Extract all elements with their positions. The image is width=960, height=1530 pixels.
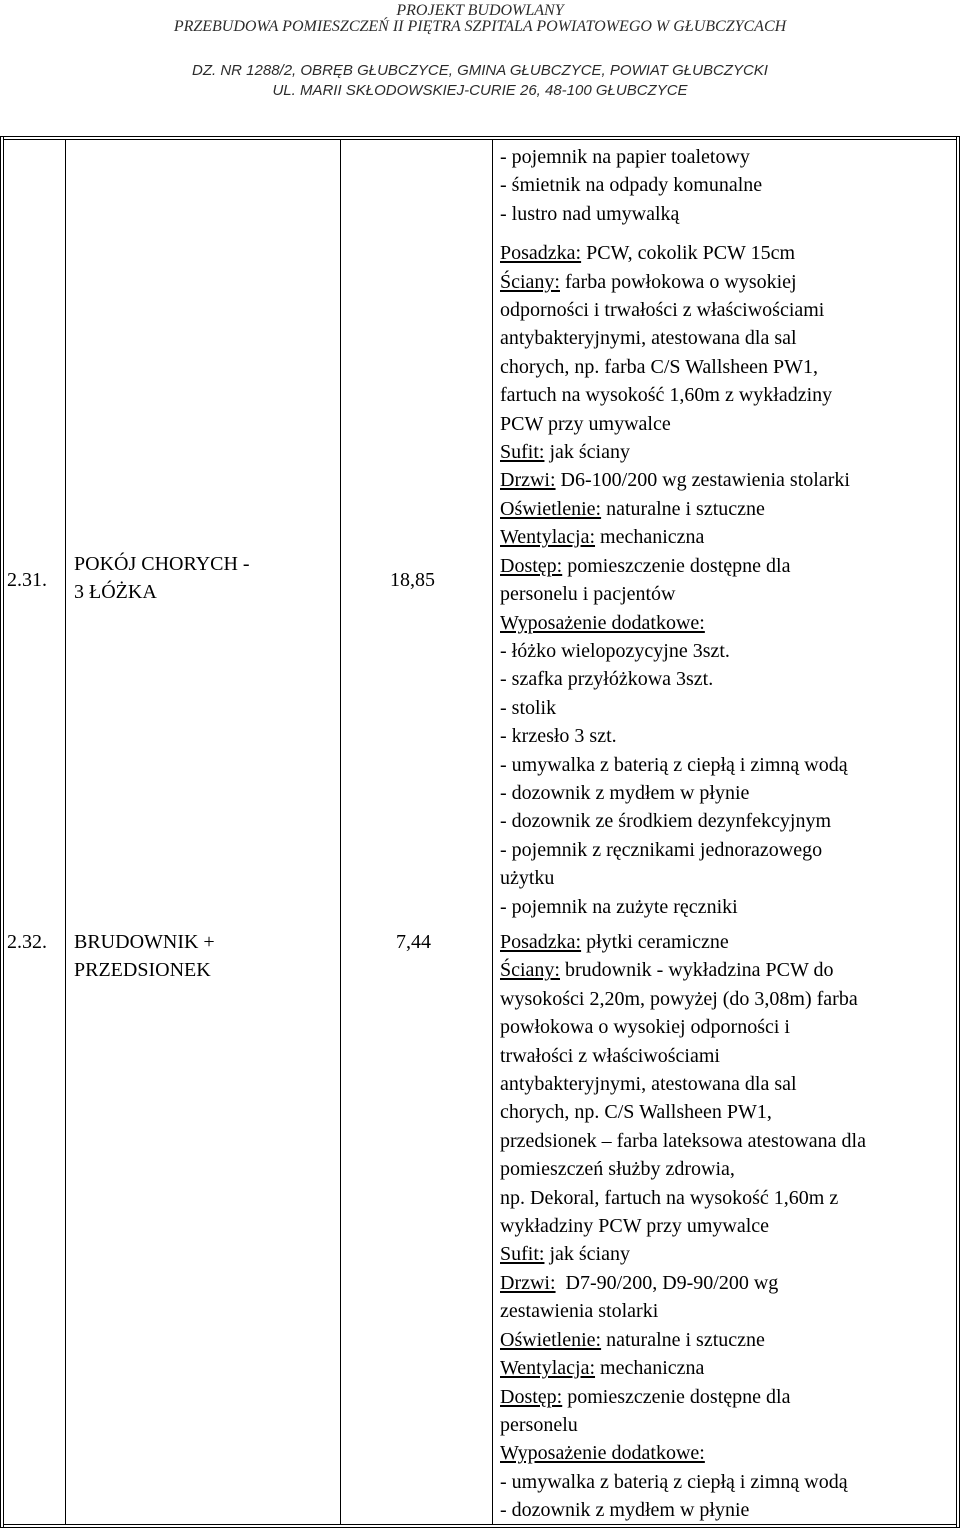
field-text: użytku (500, 867, 555, 890)
description-line (500, 1184, 866, 1212)
row-2-31-room-name-line2: 3 ŁÓŻKA (74, 581, 157, 603)
field-label: Oświetlenie: (500, 1328, 602, 1351)
field-text: fartuch na wysokość 1,60m z wykładziny (500, 384, 833, 407)
description-line (500, 1240, 866, 1268)
description-line (500, 1411, 866, 1439)
description-line (500, 665, 850, 693)
carryover-line (500, 143, 850, 171)
field-label: Ściany: (500, 959, 560, 982)
description-line (500, 779, 850, 807)
description-line (500, 1098, 866, 1126)
field-text: - śmietnik na odpady komunalne (500, 174, 763, 197)
description-line (500, 1155, 866, 1183)
header-project: PRZEBUDOWA POMIESZCZEŃ II PIĘTRA SZPITALA POWIATOWEGO W GŁUBCZYCACH (173, 18, 787, 35)
field-label: Wyposażenie dodatkowe: (500, 1442, 705, 1465)
header-parcel: DZ. NR 1288/2, OBRĘB GŁUBCZYCE, GMINA GŁUBCZYCE, POWIAT GŁUBCZYCKI (192, 62, 768, 79)
description-line (500, 609, 850, 637)
description-line (500, 751, 850, 779)
field-text: - stolik (500, 696, 557, 719)
description-line (500, 1269, 866, 1297)
description-line (500, 1383, 866, 1411)
description-line (500, 324, 850, 352)
field-label: Sufit: (500, 1243, 545, 1266)
field-text: chorych, np. farba C/S Wallsheen PW1, (500, 355, 818, 378)
field-label: Wentylacja: (500, 1357, 596, 1380)
row-2-32-room-name-line1: BRUDOWNIK + (74, 931, 215, 953)
field-text: farba powłokowa o wysokiej (560, 270, 797, 293)
description-line (500, 985, 866, 1013)
field-text: naturalne i sztuczne (601, 497, 765, 520)
row-2-31-description (500, 143, 850, 921)
description-line (500, 296, 850, 324)
description-line (500, 239, 850, 267)
field-text: personelu i pacjentów (500, 583, 676, 606)
description-line (500, 836, 850, 864)
description-line (500, 1013, 866, 1041)
field-text: antybakteryjnymi, atestowana dla sal (500, 327, 797, 350)
field-label: Wentylacja: (500, 526, 596, 549)
field-text: - łóżko wielopozycyjne 3szt. (500, 639, 730, 662)
field-text: - lustro nad umywalką (500, 202, 680, 225)
field-text: zestawienia stolarki (500, 1300, 659, 1323)
field-label: Ściany: (500, 270, 560, 293)
table-border-right-inner (956, 136, 957, 1528)
description-line (500, 1354, 866, 1382)
description-line (500, 580, 850, 608)
field-text: pomieszczenie dostępne dla (562, 1385, 791, 1408)
field-text: naturalne i sztuczne (601, 1328, 765, 1351)
field-text: wykładziny PCW przy umywalce (500, 1215, 770, 1238)
carryover-line (500, 171, 850, 199)
column-separator-1 (65, 139, 66, 1525)
field-text: personelu (500, 1413, 578, 1436)
header-street: UL. MARII SKŁODOWSKIEJ-CURIE 26, 48-100 GŁUBCZYCE (272, 82, 688, 99)
field-text: mechaniczna (595, 1357, 705, 1380)
description-line (500, 637, 850, 665)
field-text: chorych, np. C/S Wallsheen PW1, (500, 1101, 772, 1124)
row-2-32-description (500, 928, 866, 1525)
table-border-left-outer (0, 136, 1, 1528)
description-line (500, 1297, 866, 1325)
description-line (500, 1326, 866, 1354)
field-text: - dozownik ze środkiem dezynfekcyjnym (500, 810, 832, 833)
field-text: pomieszczenie dostępne dla (562, 554, 791, 577)
field-text: D6-100/200 wg zestawienia stolarki (555, 469, 850, 492)
description-line (500, 466, 850, 494)
table-border-top-outer (0, 136, 960, 137)
description-line (500, 523, 850, 551)
field-text: - pojemnik na zużyte ręczniki (500, 895, 738, 918)
column-separator-3 (492, 139, 493, 1525)
field-text: jak ściany (544, 1243, 630, 1266)
field-label: Dostęp: (500, 1385, 563, 1408)
description-line (500, 1496, 866, 1524)
table-border-bottom-outer (0, 1527, 960, 1528)
field-text: PCW przy umywalce (500, 412, 671, 435)
row-2-32-room-name-line2: PRZEDSIONEK (74, 959, 211, 981)
field-label: Oświetlenie: (500, 497, 602, 520)
field-label: Posadzka: (500, 931, 582, 953)
description-line (500, 864, 850, 892)
field-text: antybakteryjnymi, atestowana dla sal (500, 1073, 797, 1096)
field-text: - szafka przyłóżkowa 3szt. (500, 668, 714, 691)
description-line (500, 438, 850, 466)
description-line (500, 1042, 866, 1070)
field-text: trwałości z właściwościami (500, 1044, 720, 1067)
row-2-32-area: 7,44 (396, 931, 431, 953)
row-2-31-room-name-line1: POKÓJ CHORYCH - (74, 553, 250, 575)
field-text: - pojemnik z ręcznikami jednorazowego (500, 838, 823, 861)
field-label: Posadzka: (500, 242, 582, 265)
row-2-31-number: 2.31. (7, 569, 47, 591)
description-line (500, 1439, 866, 1467)
table-border-top-inner (3, 139, 957, 140)
field-text: np. Dekoral, fartuch na wysokość 1,60m z (500, 1186, 839, 1209)
description-line (500, 694, 850, 722)
field-text: mechaniczna (595, 526, 705, 549)
description-line (500, 956, 866, 984)
description-line (500, 807, 850, 835)
field-label: Drzwi: (500, 1271, 556, 1294)
field-text: płytki ceramiczne (581, 931, 729, 953)
carryover-line (500, 200, 850, 228)
field-text: pomieszczeń służby zdrowia, (500, 1158, 735, 1181)
description-line (500, 1127, 866, 1155)
field-text: brudownik - wykładzina PCW do (560, 959, 834, 982)
description-line (500, 552, 850, 580)
description-line (500, 1468, 866, 1496)
field-text: - dozownik z mydłem w płynie (500, 781, 750, 804)
description-line (500, 722, 850, 750)
field-text: powłokowa o wysokiej odporności i (500, 1016, 790, 1039)
field-text: D7-90/200, D9-90/200 wg (555, 1271, 779, 1294)
field-text: wysokości 2,20m, powyżej (do 3,08m) farba (500, 987, 858, 1010)
field-label: Wyposażenie dodatkowe: (500, 611, 705, 634)
field-text: - krzesło 3 szt. (500, 725, 617, 748)
field-text: - umywalka z baterią z ciepłą i zimną wodą (500, 753, 848, 776)
field-label: Sufit: (500, 441, 545, 464)
field-text: PCW, cokolik PCW 15cm (581, 242, 795, 265)
header-title: PROJEKT BUDOWLANY (396, 2, 564, 19)
field-text: - pojemnik na papier toaletowy (500, 146, 750, 168)
field-label: Drzwi: (500, 469, 556, 492)
paragraph-gap (500, 228, 850, 239)
description-line (500, 1212, 866, 1240)
description-line (500, 353, 850, 381)
column-separator-2 (340, 139, 341, 1525)
field-text: - dozownik z mydłem w płynie (500, 1499, 750, 1522)
field-label: Dostęp: (500, 554, 563, 577)
description-line (500, 495, 850, 523)
field-text: jak ściany (544, 441, 630, 464)
row-2-32-number: 2.32. (7, 931, 47, 953)
description-line (500, 893, 850, 921)
row-2-31-area: 18,85 (390, 569, 435, 591)
description-line (500, 381, 850, 409)
field-text: przedsionek – farba lateksowa atestowana dla (500, 1129, 866, 1152)
table-border-left-inner (3, 136, 4, 1528)
description-line (500, 268, 850, 296)
description-line (500, 410, 850, 438)
description-line (500, 928, 866, 956)
field-text: - umywalka z baterią z ciepłą i zimną wodą (500, 1470, 848, 1493)
description-line (500, 1070, 866, 1098)
field-text: odporności i trwałości z właściwościami (500, 299, 825, 322)
